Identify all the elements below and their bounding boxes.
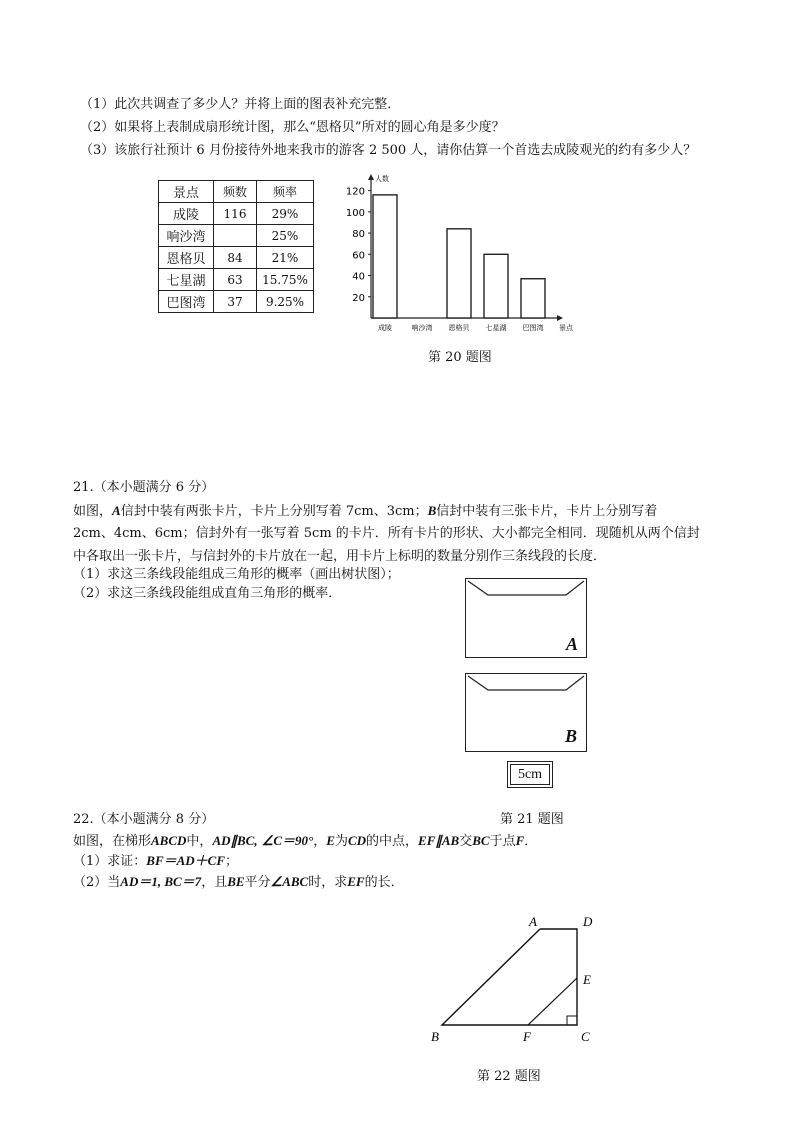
q22-text: 于点 (489, 834, 516, 849)
table-row (159, 291, 314, 313)
q21-text-line2: 2cm、4cm、6cm；信封外有一张写着 5cm 的卡片．所有卡片的形状、大小都完全相同．现随机从两个信封 (73, 526, 700, 541)
q21-part1: （1）求这三条线段能组成三角形的概率（画出树状图）； (73, 567, 400, 582)
q20-part1: （1）此次共调查了多少人？并将上面的图表补充完整． (80, 97, 401, 112)
q22-text: ， (313, 834, 327, 849)
bar-4 (521, 279, 545, 318)
q22-text: ； (225, 854, 239, 869)
table-cell: 63 (214, 269, 257, 291)
vertex-b: B (431, 1029, 439, 1044)
y-tick-label: 40 (352, 271, 365, 283)
math-ef-parallel-ab: EF∥AB (418, 833, 460, 848)
card-5cm (507, 761, 553, 788)
table-row (159, 225, 314, 247)
vertex-d: D (583, 914, 593, 929)
table-cell: 84 (214, 247, 257, 269)
table-cell: 9.25% (257, 291, 314, 313)
vertex-c: C (581, 1029, 590, 1044)
table-row (159, 203, 314, 225)
envelope-a (465, 578, 587, 658)
table-cell (214, 225, 257, 247)
q21-text: 如图， (73, 504, 113, 519)
table-cell: 成陵 (159, 203, 214, 225)
math-cd: CD (347, 833, 367, 848)
math-f: F (515, 833, 525, 848)
q22-text: 中， (186, 834, 213, 849)
q21-part2: （2）求这三条线段能组成直角三角形的概率． (73, 586, 342, 601)
table-cell: 25% (257, 225, 314, 247)
frequency-table (158, 180, 314, 313)
table-cell: 15.75% (257, 269, 314, 291)
envelope-a-label: A (566, 634, 579, 654)
math-ef: EF (347, 874, 365, 889)
q21-text-line3: 中各取出一张卡片，与信封外的卡片放在一起，用卡片上标明的数量分别作三条线段的长度． (73, 549, 607, 564)
q22-text: 的中点， (366, 834, 419, 849)
q22-text: 交 (459, 834, 473, 849)
q20-part3: （3）该旅行社预计 6 月份接待外地来我市的游客 2 500 人，请你估算一个首选去成陵观光的约有多少人？ (80, 143, 697, 158)
segment-ef (528, 978, 577, 1025)
point-f: F (523, 1029, 531, 1044)
x-axis-arrow (557, 315, 563, 321)
envelope-b-label: B (565, 726, 578, 746)
trapezoid-figure (425, 908, 605, 1048)
x-tick-label: 恩格贝 (448, 324, 470, 332)
table-cell: 响沙湾 (159, 225, 214, 247)
figure-caption-20: 第 20 题图 (428, 350, 492, 365)
y-tick-label: 80 (352, 229, 365, 241)
card-label: 5cm (510, 764, 550, 785)
math-angle-abc: ∠ABC (270, 874, 309, 889)
table-row (159, 247, 314, 269)
right-angle-mark (567, 1016, 577, 1025)
y-tick-label: 100 (345, 207, 365, 219)
envelope-a-ref: A (112, 503, 121, 518)
x-tick-label: 成陵 (378, 324, 392, 332)
y-tick-label: 20 (352, 292, 365, 304)
trapezoid-outline (442, 929, 577, 1025)
table-cell: 21% (257, 247, 314, 269)
math-angle-c: ∠C＝90° (261, 833, 314, 848)
math-bf-eq: BF＝AD＋CF (146, 853, 226, 868)
x-tick-label: 响沙湾 (411, 324, 433, 332)
math-e: E (326, 833, 335, 848)
q21-text: 信封中装有两张卡片，卡片上分别写着 7cm、3cm； (120, 504, 428, 519)
table-header: 频数 (214, 181, 257, 203)
q21-text-line1 (73, 503, 657, 520)
q22-text: （1）求证： (73, 854, 147, 869)
q22-header: 22.（本小题满分 8 分） (73, 812, 215, 827)
q22-part2 (73, 874, 404, 891)
table-cell: 116 (214, 203, 257, 225)
point-e: E (583, 972, 591, 987)
q22-text-line1 (73, 833, 537, 850)
x-tick-label: 七星湖 (485, 324, 507, 332)
math-ad-parallel-bc: AD∥BC, (212, 833, 258, 848)
q22-text: 的长． (364, 875, 404, 890)
q21-text: 信封中装有三张卡片，卡片上分别写着 (436, 504, 658, 519)
q22-part1 (73, 853, 238, 870)
figure-caption-21: 第 21 题图 (500, 812, 564, 827)
table-cell: 29% (257, 203, 314, 225)
q22-text: 时，求 (308, 875, 348, 890)
y-tick-label: 60 (352, 250, 365, 262)
table-header: 景点 (159, 181, 214, 203)
figure-caption-22: 第 22 题图 (477, 1069, 541, 1084)
math-abcd: ABCD (151, 833, 187, 848)
vertex-a: A (529, 914, 537, 929)
bar-2 (447, 229, 471, 318)
table-cell: 七星湖 (159, 269, 214, 291)
x-axis-label: 景点 (559, 324, 573, 332)
table-row (159, 269, 314, 291)
q22-text: 如图，在梯形 (73, 834, 152, 849)
envelope-b (465, 673, 587, 752)
q22-text: ，且 (201, 875, 228, 890)
math-bc: BC (472, 833, 490, 848)
bar-3 (484, 254, 508, 318)
table-header: 频率 (257, 181, 314, 203)
x-tick-label: 巴图湾 (522, 324, 544, 332)
q22-text: ． (524, 834, 538, 849)
table-cell: 恩格贝 (159, 247, 214, 269)
q21-header: 21.（本小题满分 6 分） (73, 480, 215, 495)
q20-part2: （2）如果将上表制成扇形统计图，那么“恩格贝”所对的圆心角是多少度？ (80, 120, 505, 135)
q22-text: （2）当 (73, 875, 121, 890)
q22-text: 平分 (244, 875, 271, 890)
math-given: AD＝1, BC＝7 (120, 874, 202, 889)
y-tick-label: 120 (345, 186, 365, 198)
table-cell: 巴图湾 (159, 291, 214, 313)
bar-0 (373, 195, 397, 318)
table-cell: 37 (214, 291, 257, 313)
math-be: BE (227, 874, 245, 889)
y-axis-label: 人数 (375, 175, 389, 183)
bar-chart (335, 172, 595, 340)
envelope-b-ref: B (427, 503, 437, 518)
y-axis-arrow (368, 174, 374, 180)
q22-text: 为 (334, 834, 348, 849)
table-header-row (159, 181, 314, 203)
